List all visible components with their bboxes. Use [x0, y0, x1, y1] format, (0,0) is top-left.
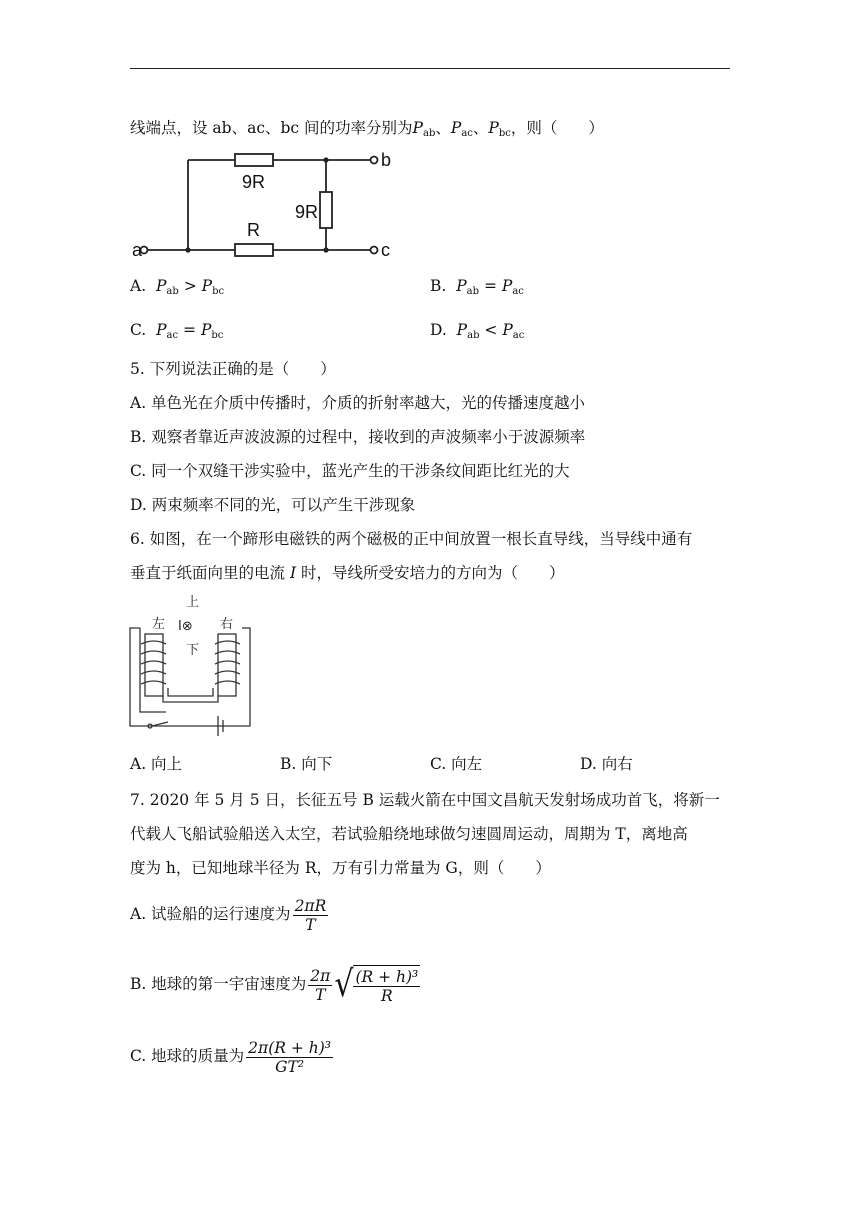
q7-option-a[interactable]: A. 试验船的运行速度为 $\frac{2\pi R}{T}$ — [130, 896, 327, 934]
q6-electromagnet-diagram — [128, 592, 258, 742]
label-right: 右 — [220, 617, 234, 632]
q4-option-c[interactable]: C. $P_{ac} = P_{bc}$ — [130, 321, 224, 341]
q5-option-a[interactable]: A. 单色光在介质中传播时，介质的折射率越大，光的传播速度越小 — [130, 394, 586, 412]
q4-stem-text: 线端点，设 ab、ac、bc 间的功率分别为 — [130, 119, 413, 137]
q7-stem-line1: 7. 2020 年 5 月 5 日，长征五号 B 运载火箭在中国文昌航天发射场成功首飞，将新一 — [130, 791, 720, 809]
q7-option-b-fraction: $\frac{2\pi}{T}$ — [310, 966, 331, 1004]
label-left: 左 — [152, 617, 166, 632]
q4-option-d[interactable]: D. $P_{ab} < P_{ac}$ — [430, 321, 525, 341]
q6-option-d[interactable]: D. 向右 — [580, 755, 633, 773]
q7-option-c-fraction: $\frac{\text{2π(R + h)³}}{\text{GT²}}$ — [248, 1038, 332, 1076]
q4-option-a[interactable]: A. $P_{ab} > P_{bc}$ — [130, 277, 225, 297]
q6-option-a[interactable]: A. 向上 — [130, 755, 183, 773]
bottom-resistor-label: R — [247, 220, 260, 240]
q5-stem: 5. 下列说法正确的是（ ） — [130, 360, 336, 378]
node-a-label: a — [132, 240, 143, 260]
q7-option-a-fraction: $\frac{2\pi R}{T}$ — [294, 896, 327, 934]
q6-stem-line1: 6. 如图，在一个蹄形电磁铁的两个磁极的正中间放置一根长直导线，当导线中通有 — [130, 530, 693, 548]
header-rule — [130, 68, 730, 69]
node-b-label: b — [381, 150, 392, 170]
q7-option-b[interactable]: B. 地球的第一宇宙速度为 $\frac{2\pi}{T}$ √ $\frac{\text{(R + h)³}}{R}$ — [130, 962, 422, 1006]
q4-stem: 线端点，设 ab、ac、bc 间的功率分别为$P_{ab}$、$P_{ac}$、$P_{bc}$，则（ ） — [130, 119, 604, 139]
q6-option-c[interactable]: C. 向左 — [430, 755, 483, 773]
label-up: 上 — [186, 595, 200, 610]
right-resistor — [320, 192, 332, 228]
q6-option-b[interactable]: B. 向下 — [280, 755, 333, 773]
q4-circuit-diagram — [130, 148, 390, 268]
bottom-resistor — [235, 244, 273, 256]
q7-option-c[interactable]: C. 地球的质量为 $\frac{\text{2π(R + h)³}}{\text{GT²}}$ — [130, 1038, 332, 1076]
q7-stem-line3: 度为 h，已知地球半径为 R，万有引力常量为 G，则（ ） — [130, 859, 551, 877]
right-resistor-label: 9R — [295, 202, 319, 222]
node-c-label: c — [381, 240, 390, 260]
q5-option-c[interactable]: C. 同一个双缝干涉实验中，蓝光产生的干涉条纹间距比红光的大 — [130, 462, 570, 480]
label-down: 下 — [186, 643, 200, 658]
q5-option-d[interactable]: D. 两束频率不同的光，可以产生干涉现象 — [130, 496, 416, 514]
top-resistor-label: 9R — [242, 172, 266, 192]
q6-stem-line2: 垂直于纸面向里的电流 I 时，导线所受安培力的方向为（ ） — [130, 564, 565, 582]
q7-stem-line2: 代载人飞船试验船送入太空，若试验船绕地球做匀速圆周运动，周期为 T，离地高 — [130, 825, 688, 843]
q7-option-b-sqrt: √ $\frac{\text{(R + h)³}}{R}$ — [334, 963, 419, 1006]
top-resistor — [235, 154, 273, 166]
q5-option-b[interactable]: B. 观察者靠近声波波源的过程中，接收到的声波频率小于波源频率 — [130, 428, 586, 446]
q4-option-b[interactable]: B. $P_{ab} = P_{ac}$ — [430, 277, 524, 297]
label-current: I⊗ — [178, 619, 193, 634]
